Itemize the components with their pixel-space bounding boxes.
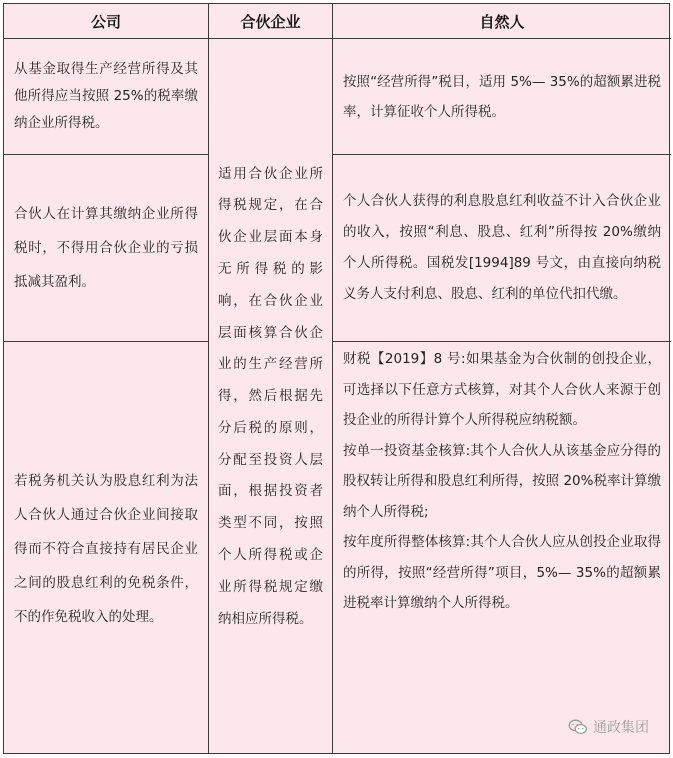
watermark [568, 717, 649, 737]
tax-comparison-table [3, 3, 670, 754]
individual-text-1: 按照“经营所得”税目，适用 5%— 35%的超额累进税率，计算征收个人所得税。 [343, 73, 661, 120]
individual-text-2: 个人合伙人获得的利息股息红利收益不计入合伙企业的收入，按照“利息、股息、红利”所得按 20%缴纳个人所得税。国税发[1994]89 号文，由直接向纳税义务人支付利息、股息、红利的单位代扣代缴。 [343, 193, 661, 302]
individual-cell-business-income [333, 39, 671, 154]
header-individual: 自然人 [479, 12, 525, 31]
partnership-text: 适用合伙企业所得税规定，在合伙企业层面本身无所得税的影响，在合伙企业层面核算合伙企业的生产经营所得，然后根据先分后税的原则，分配至投资人层面，根据投资者类型不同，按照个人所得税或企业所得税规定缴纳相应所得税。 [218, 165, 323, 627]
individual-text-3c: 按年度所得整体核算:其个人合伙人应从创投企业取得的所得，按照“经营所得”项目，5%— 35%的超额累进税率计算缴纳个人所得税。 [343, 534, 661, 611]
header-partnership: 合伙企业 [240, 12, 301, 31]
company-text-3: 若税务机关认为股息红利为法人合伙人通过合伙企业间接取得而不符合直接持有居民企业之间的股息红利的免税条件，不的作免税收入的处理。 [14, 472, 198, 625]
individual-cell-dividend [333, 155, 671, 341]
individual-cell-venture-fund [333, 342, 671, 755]
wechat-icon [568, 719, 588, 735]
company-text-1: 从基金取得生产经营所得及其他所得应当按照 25%的税率缴纳企业所得税。 [14, 61, 198, 131]
company-cell-loss-offset [4, 155, 208, 341]
company-cell-dividend [4, 342, 208, 755]
header-company: 公司 [90, 12, 121, 31]
individual-text-3a: 财税【2019】8 号:如果基金为合伙制的创投企业，可选择以下任意方式核算，对其个人合伙人来源于创投企业的所得计算个人所得税应纳税额。 [343, 351, 661, 428]
company-cell-corporate-tax [4, 39, 208, 154]
watermark-text: 通政集团 [593, 720, 649, 736]
company-text-2: 合伙人在计算其缴纳企业所得税时，不得用合伙企业的亏损抵减其盈利。 [14, 206, 198, 290]
individual-text-3b: 按单一投资基金核算:其个人合伙人从该基金应分得的股权转让所得和股息红利所得，按照 20%税率计算缴纳个人所得税; [343, 442, 661, 520]
partnership-cell [209, 39, 332, 755]
